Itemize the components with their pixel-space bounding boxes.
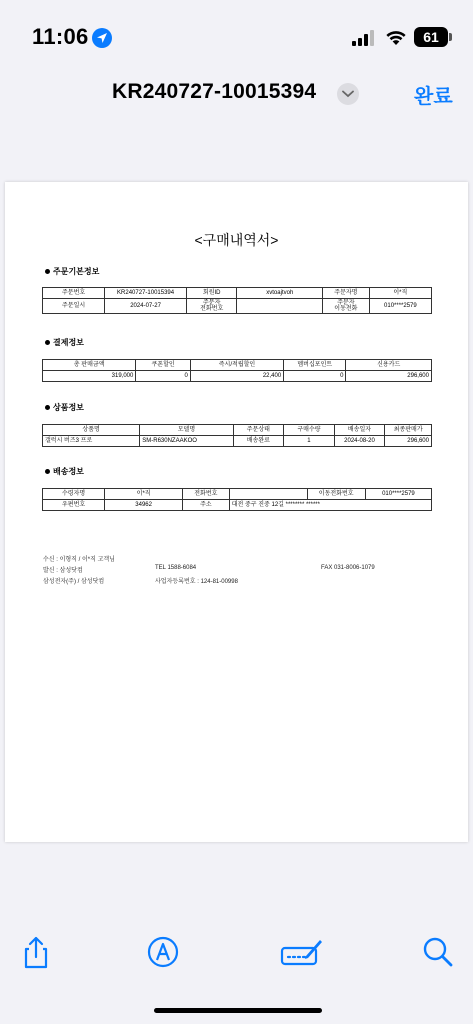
section-payment-info: 결제정보 — [45, 337, 84, 348]
table-cell: 296,600 — [385, 436, 432, 447]
table-cell: 이동전화번호 — [307, 489, 365, 500]
bottom-toolbar — [0, 920, 473, 990]
table-cell: 갤럭시 버즈3 프로 — [43, 436, 140, 447]
table-cell: 1 — [284, 436, 335, 447]
wifi-icon — [384, 27, 408, 52]
table-cell: 구매수량 — [284, 425, 335, 436]
table-cell: 010****2579 — [365, 489, 431, 500]
section-product-info: 상품정보 — [45, 402, 84, 413]
table-cell: 주문자명 — [323, 288, 370, 299]
table-cell: 전화번호 — [183, 489, 230, 500]
markup-icon[interactable] — [145, 934, 181, 970]
location-arrow-icon — [92, 28, 112, 48]
product-info-table — [42, 424, 432, 447]
status-time: 11:06 — [32, 24, 89, 49]
table-cell: 신용카드 — [346, 360, 432, 371]
document-heading: <구매내역서> — [194, 232, 279, 248]
table-cell: 회원ID — [186, 288, 237, 299]
signature-icon[interactable] — [280, 934, 324, 970]
section-delivery-info: 배송정보 — [45, 466, 84, 477]
table-cell: 멤버십포인트 — [284, 360, 346, 371]
table-row — [43, 371, 432, 382]
table-cell: 22,400 — [190, 371, 283, 382]
table-cell: 0 — [136, 371, 190, 382]
table-cell: 모델명 — [140, 425, 233, 436]
table-cell: 319,000 — [43, 371, 136, 382]
table-cell: 즉시/적립할인 — [190, 360, 283, 371]
footer-company: 삼성전자(주) / 삼성닷컴 — [43, 579, 105, 585]
table-row — [43, 288, 432, 299]
footer-tel: TEL 1588-6084 — [155, 565, 197, 571]
document-title[interactable]: KR240727-10015394 — [112, 80, 317, 103]
table-cell: 총 판매금액 — [43, 360, 136, 371]
table-cell: 2024-07-27 — [105, 299, 187, 314]
table-row — [43, 425, 432, 436]
table-row — [43, 500, 432, 511]
table-cell: 주문상태 — [233, 425, 284, 436]
table-cell — [237, 299, 323, 314]
payment-info-table — [42, 359, 432, 382]
table-cell: 우편번호 — [43, 500, 105, 511]
table-cell: 34962 — [105, 500, 183, 511]
table-cell: 상품명 — [43, 425, 140, 436]
table-cell: 이*직 — [105, 489, 183, 500]
table-cell: xvtoajtvoh — [237, 288, 323, 299]
table-cell: 배송완료 — [233, 436, 284, 447]
table-cell: 010****2579 — [369, 299, 431, 314]
document-page — [5, 182, 468, 842]
footer-recipient: 수신 : 이형직 / 이*직 고객님 — [43, 557, 115, 563]
footer-business-number: 사업자등록번호 : 124-81-00998 — [155, 579, 238, 585]
battery-nub — [449, 33, 452, 41]
status-bar — [0, 0, 473, 70]
delivery-info-table — [42, 488, 432, 511]
table-cell: 배송일자 — [334, 425, 385, 436]
home-indicator[interactable] — [154, 1008, 322, 1013]
order-info-table — [42, 287, 432, 314]
battery-icon: 61 — [414, 27, 448, 47]
table-cell: SM-R630NZAAKOO — [140, 436, 233, 447]
search-icon[interactable] — [420, 934, 456, 970]
table-cell: 대전 중구 진중 12길 ******** ****** — [229, 500, 431, 511]
table-cell — [229, 489, 307, 500]
navigation-bar — [0, 70, 473, 116]
table-row — [43, 436, 432, 447]
table-row — [43, 489, 432, 500]
table-cell: 2024-08-20 — [334, 436, 385, 447]
footer-sender: 발신 : 삼성닷컴 — [43, 568, 83, 574]
table-cell: 수령자명 — [43, 489, 105, 500]
cellular-signal-icon — [352, 30, 376, 46]
table-cell: 296,600 — [346, 371, 432, 382]
table-cell: 최종판매가 — [385, 425, 432, 436]
table-cell: 주문일시 — [43, 299, 105, 314]
table-cell: 쿠폰할인 — [136, 360, 190, 371]
table-cell: 이*직 — [369, 288, 431, 299]
table-cell: 주소 — [183, 500, 230, 511]
table-row — [43, 360, 432, 371]
footer-fax: FAX 031-8006-1079 — [321, 565, 375, 571]
table-cell: 주문번호 — [43, 288, 105, 299]
done-button[interactable]: 완료 — [414, 86, 453, 108]
table-cell: 주문자 이동전화 — [323, 299, 370, 314]
table-cell: 0 — [284, 371, 346, 382]
title-menu-chevron-icon[interactable] — [337, 83, 359, 105]
section-order-info: 주문기본정보 — [45, 266, 99, 277]
table-row — [43, 299, 432, 314]
table-cell: KR240727-10015394 — [105, 288, 187, 299]
table-cell: 주문자 전화번호 — [186, 299, 237, 314]
share-icon[interactable] — [18, 934, 54, 970]
